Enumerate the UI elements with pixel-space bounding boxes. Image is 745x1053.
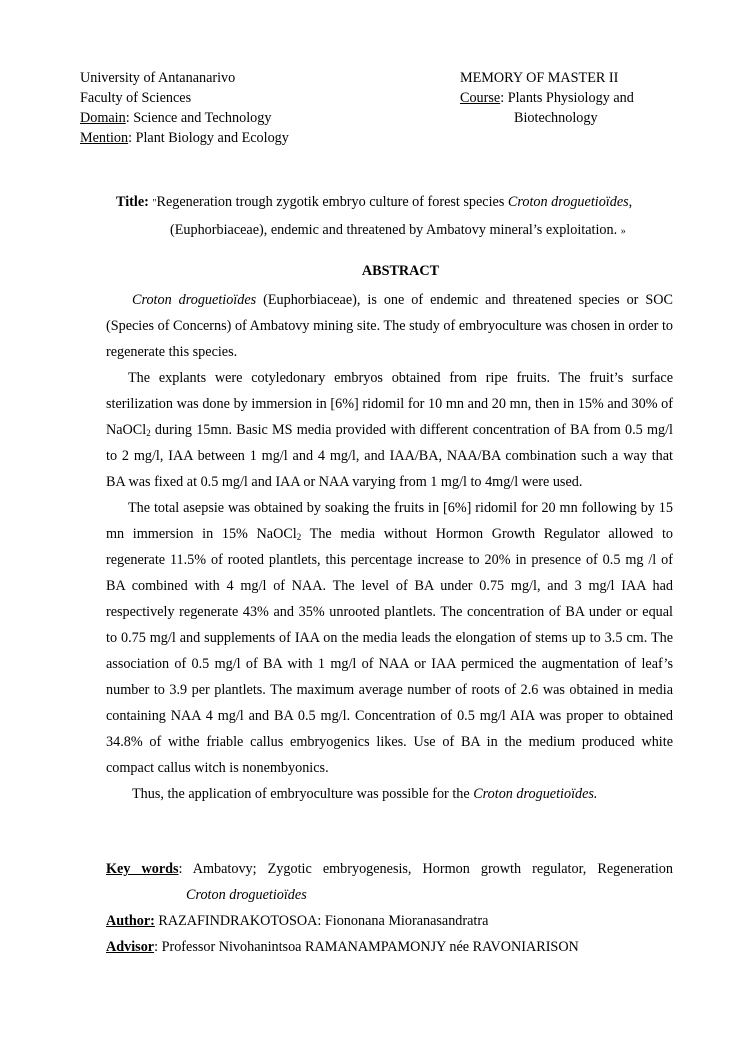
abstract-body [106,287,673,807]
keywords-value: : Ambatovy; Zygotic embryogenesis, Hormon growth regulator, Regeneration [178,861,673,877]
header-right [460,68,634,128]
keywords-label: Key words [106,861,179,877]
thesis-title [80,189,700,245]
abstract-p2-subscript: 2 [146,428,151,438]
title-text-2: (Euphorbiaceae), endemic and threatened by Ambatovy mineral’s exploitation. [170,222,621,238]
domain-label: Domain [80,110,126,126]
author-label: Author: [106,913,155,929]
title-line-1 [80,189,700,217]
abstract-p2-text-b: during 15mn. Basic MS media provided with different concentration of BA from 0.5 mg/l to 2 mg/l, IAA between 1 mg/l and 4 mg/l, and IAA/BA, NAA/BA combination such a way that BA was fixed at 0.5 mg/l and IAA or NAA varying from 1 mg/l to 4mg/l were used. [106,422,673,490]
abstract-paragraph-2 [106,365,673,495]
title-label: Title: [116,194,149,210]
metadata-block [106,856,673,960]
abstract-p4-species: Croton droguetioïdes. [473,786,598,802]
abstract-paragraph-4 [106,781,673,807]
abstract-species: Croton droguetioïdes [132,292,257,308]
title-text-1: Regeneration trough zygotik embryo culture of forest species [156,194,508,210]
abstract-p3-subscript: 2 [296,532,302,542]
abstract-p1-text: (Euphorbiaceae), is one of endemic and threatened species or SOC (Species of Concerns) of Ambatovy mining site. The study of embryoculture was chosen in order to regenerate this species. [106,292,673,360]
domain-value: : Science and Technology [125,110,272,126]
abstract-paragraph-3 [106,495,673,781]
memory-title: MEMORY OF MASTER II [460,70,619,86]
title-comma: , [628,194,633,210]
title-line-2 [80,217,700,245]
title-open-quote: " [152,198,157,209]
keywords-species: Croton droguetioïdes [186,887,307,903]
author-line [106,908,673,934]
course-value-continued: Biotechnology [514,110,598,126]
advisor-value: : Professor Nivohanintsoa RAMANAMPAMONJY née RAVONIARISON [154,939,579,955]
abstract-p3-text-b: The media without Hormon Growth Regulator allowed to regenerate 11.5% of rooted plantlets, this percentage increase to 20% in presence of 0.5 mg /l of BA combined with 4 mg/l of NAA. The level of BA under 0.75 mg/l, and 3 mg/l IAA had respectively regenerate 43% and 35% unrooted plantlets. The concentration of BA under or equal to 0.75 mg/l and supplements of IAA on the media leads the elongation of stems up to 3.5 cm. The association of 0.5 mg/l of BA with 1 mg/l of NAA or IAA permiced the augmentation of leaf’s number to 3.9 per plantlets. The maximum average number of roots of 2.6 was obtained in media containing NAA 4 mg/l and BA 0.5 mg/l. Concentration of 0.5 mg/l AIA was proper to obtained 34.8% of withe friable callus embryogenics likes. Use of BA in the medium produced white compact callus witch is nonembyonics. [106,526,673,776]
abstract-p3-text-a: The total asepsie was obtained by soaking the fruits in [6%] ridomil for 20 mn following by 15 mn immersion in 15% NaOCl [106,500,673,542]
keywords-line [106,856,673,882]
university-name: University of Antananarivo [80,70,236,86]
course-label: Course [460,90,501,106]
mention-label: Mention [80,130,129,146]
course-line [460,88,634,108]
abstract-heading: ABSTRACT [361,263,440,279]
domain-line [80,108,289,128]
keywords-species-line [106,882,673,908]
abstract-p4-text: Thus, the application of embryoculture was possible for the [132,786,474,802]
header-left [80,68,289,148]
abstract-paragraph-1 [106,287,673,365]
mention-value: : Plant Biology and Ecology [128,130,289,146]
title-close-quote: » [620,226,626,237]
author-value: RAZAFINDRAKOTOSOA: Fiononana Mioranasandratra [154,913,489,929]
faculty-name: Faculty of Sciences [80,90,192,106]
course-value: : Plants Physiology and [500,90,634,106]
mention-line [80,128,289,148]
abstract-p2-text-a: The explants were cotyledonary embryos obtained from ripe fruits. The fruit’s surface sterilization was done by immersion in [6%] ridomil for 10 mn and 20 mn, then in 15% and 30% of NaOCl [106,370,673,438]
advisor-line [106,934,673,960]
advisor-label: Advisor [106,939,155,955]
title-species: Croton droguetioïdes [507,194,629,210]
